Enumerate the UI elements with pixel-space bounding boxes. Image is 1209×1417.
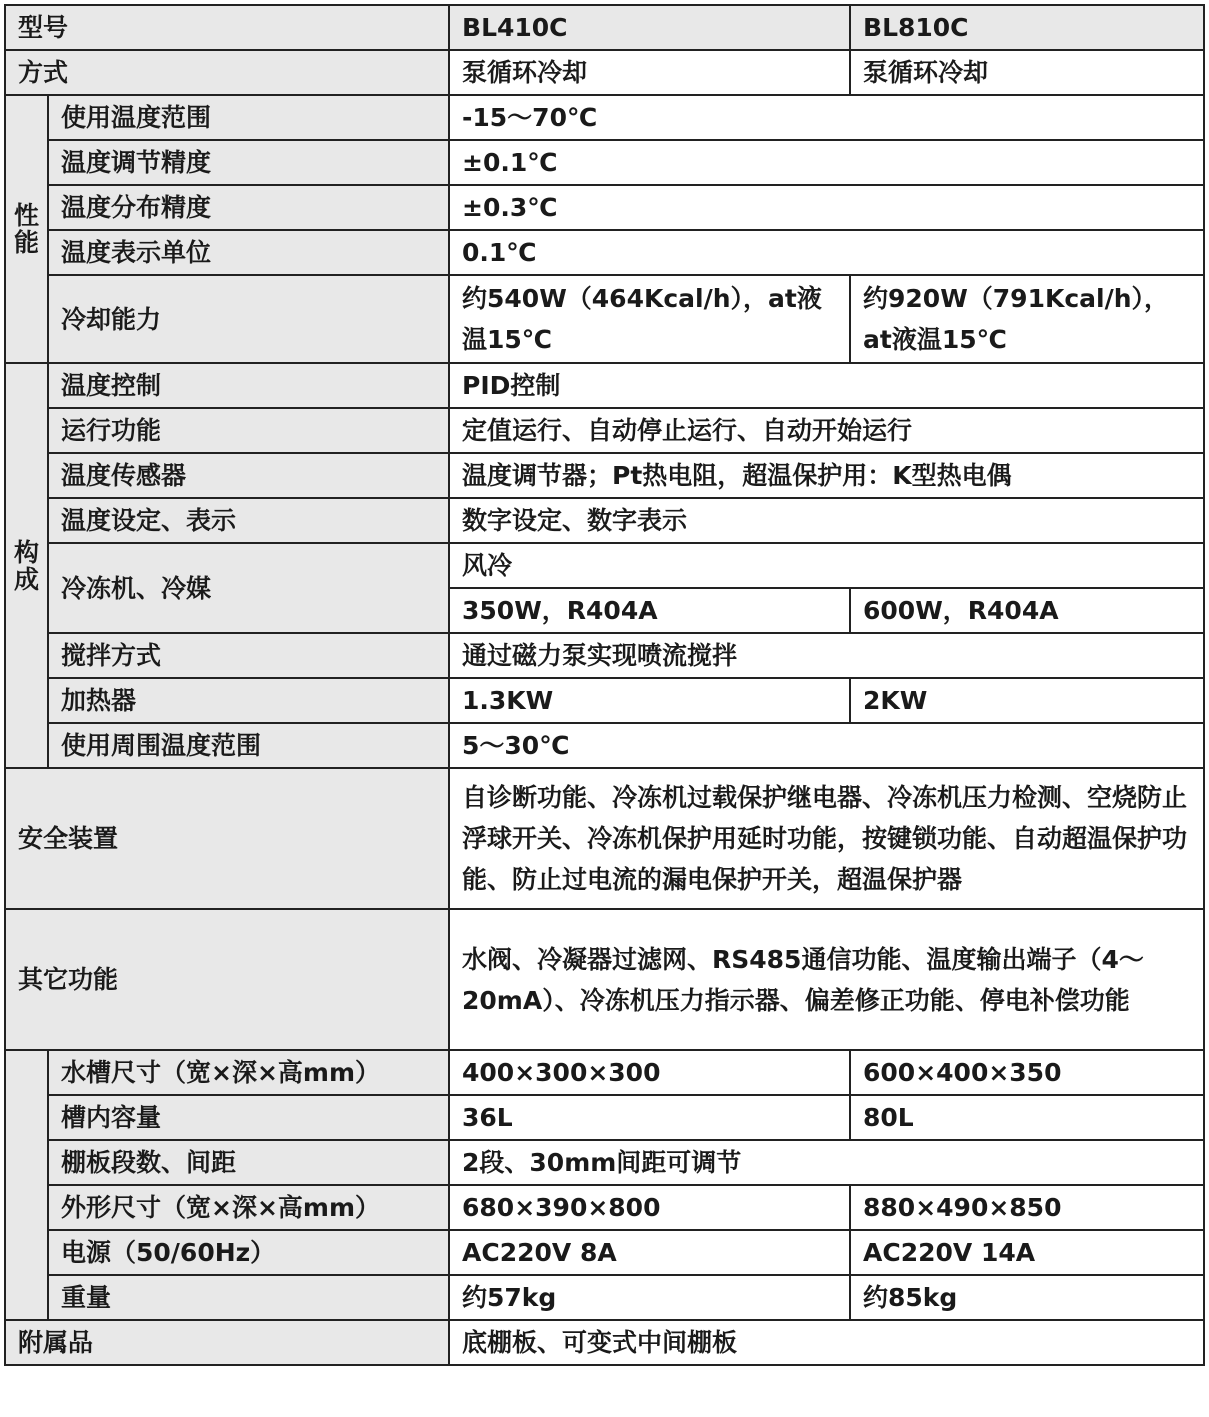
- table-row-bath-capacity: [5, 1095, 1204, 1140]
- temp-control-value: PID控制: [449, 363, 1204, 408]
- cooling-capacity-a: 约540W（464Kcal/h），at液温15℃: [449, 275, 850, 363]
- shelves-value: 2段、30mm间距可调节: [449, 1140, 1204, 1185]
- table-row-outer-size: [5, 1185, 1204, 1230]
- operation-value: 定值运行、自动停止运行、自动开始运行: [449, 408, 1204, 453]
- power-label: 电源（50/60Hz）: [48, 1230, 449, 1275]
- table-row-display-unit: [5, 230, 1204, 275]
- group-construction: [5, 363, 48, 768]
- spec-table: [4, 4, 1205, 1366]
- display-unit-value: 0.1℃: [449, 230, 1204, 275]
- table-row-operation: [5, 408, 1204, 453]
- table-row-bath-size: [5, 1050, 1204, 1095]
- heater-a: 1.3KW: [449, 678, 850, 723]
- temp-range-label: 使用温度范围: [48, 95, 449, 140]
- stirring-value: 通过磁力泵实现喷流搅拌: [449, 633, 1204, 678]
- safety-label: 安全装置: [5, 768, 449, 909]
- weight-b: 约85kg: [850, 1275, 1204, 1320]
- table-row-accessories: [5, 1320, 1204, 1365]
- bath-capacity-label: 槽内容量: [48, 1095, 449, 1140]
- refrigerator-a: 350W，R404A: [449, 588, 850, 633]
- table-row-setting-display: [5, 498, 1204, 543]
- outer-size-b: 880×490×850: [850, 1185, 1204, 1230]
- ambient-value: 5～30℃: [449, 723, 1204, 768]
- table-row-temp-control: [5, 363, 1204, 408]
- table-row-method: [5, 50, 1204, 95]
- heater-b: 2KW: [850, 678, 1204, 723]
- sensor-label: 温度传感器: [48, 453, 449, 498]
- table-row-header: [5, 5, 1204, 50]
- table-row-temp-range: [5, 95, 1204, 140]
- cooling-capacity-label: 冷却能力: [48, 275, 449, 363]
- temp-range-value: -15～70℃: [449, 95, 1204, 140]
- table-row-weight: [5, 1275, 1204, 1320]
- temp-distribution-label: 温度分布精度: [48, 185, 449, 230]
- table-row-temp-precision: [5, 140, 1204, 185]
- table-row-sensor: [5, 453, 1204, 498]
- group-performance-label: 性能: [13, 201, 39, 257]
- other-value: 水阀、冷凝器过滤网、RS485通信功能、温度输出端子（4～20mA）、冷冻机压力指示器、偏差修正功能、停电补偿功能: [449, 909, 1204, 1050]
- bath-size-label: 水槽尺寸（宽×深×高mm）: [48, 1050, 449, 1095]
- refrigerator-label: 冷冻机、冷媒: [48, 543, 449, 633]
- model-a: BL410C: [449, 5, 850, 50]
- table-row-ambient: [5, 723, 1204, 768]
- shelves-label: 棚板段数、间距: [48, 1140, 449, 1185]
- temp-precision-value: ±0.1℃: [449, 140, 1204, 185]
- table-row-cooling-capacity: [5, 275, 1204, 363]
- bath-size-a: 400×300×300: [449, 1050, 850, 1095]
- sensor-value: 温度调节器；Pt热电阻，超温保护用：K型热电偶: [449, 453, 1204, 498]
- other-label: 其它功能: [5, 909, 449, 1050]
- refrigerator-cooling-type: 风冷: [449, 543, 1204, 588]
- group-construction-label: 构成: [13, 537, 39, 594]
- power-a: AC220V 8A: [449, 1230, 850, 1275]
- outer-size-label: 外形尺寸（宽×深×高mm）: [48, 1185, 449, 1230]
- display-unit-label: 温度表示单位: [48, 230, 449, 275]
- refrigerator-b: 600W，R404A: [850, 588, 1204, 633]
- heater-label: 加热器: [48, 678, 449, 723]
- safety-value: 自诊断功能、冷冻机过载保护继电器、冷冻机压力检测、空烧防止浮球开关、冷冻机保护用延时功能，按键锁功能、自动超温保护功能、防止过电流的漏电保护开关，超温保护器: [449, 768, 1204, 909]
- method-b: 泵循环冷却: [850, 50, 1204, 95]
- weight-a: 约57kg: [449, 1275, 850, 1320]
- table-row-shelves: [5, 1140, 1204, 1185]
- outer-size-a: 680×390×800: [449, 1185, 850, 1230]
- bath-capacity-a: 36L: [449, 1095, 850, 1140]
- temp-distribution-value: ±0.3℃: [449, 185, 1204, 230]
- group-performance: [5, 95, 48, 363]
- table-row-stirring: [5, 633, 1204, 678]
- operation-label: 运行功能: [48, 408, 449, 453]
- setting-display-value: 数字设定、数字表示: [449, 498, 1204, 543]
- table-row-heater: [5, 678, 1204, 723]
- bath-size-b: 600×400×350: [850, 1050, 1204, 1095]
- method-a: 泵循环冷却: [449, 50, 850, 95]
- table-row-power: [5, 1230, 1204, 1275]
- model-label: 型号: [5, 5, 449, 50]
- table-row-other: [5, 909, 1204, 1050]
- bath-capacity-b: 80L: [850, 1095, 1204, 1140]
- temp-control-label: 温度控制: [48, 363, 449, 408]
- weight-label: 重量: [48, 1275, 449, 1320]
- setting-display-label: 温度设定、表示: [48, 498, 449, 543]
- accessories-value: 底棚板、可变式中间棚板: [449, 1320, 1204, 1365]
- accessories-label: 附属品: [5, 1320, 449, 1365]
- table-row-safety: [5, 768, 1204, 909]
- temp-precision-label: 温度调节精度: [48, 140, 449, 185]
- table-row-temp-distribution: [5, 185, 1204, 230]
- table-row-refrigerator: [5, 543, 1204, 588]
- cooling-capacity-b: 约920W（791Kcal/h），at液温15℃: [850, 275, 1204, 363]
- method-label: 方式: [5, 50, 449, 95]
- ambient-label: 使用周围温度范围: [48, 723, 449, 768]
- stirring-label: 搅拌方式: [48, 633, 449, 678]
- group-dimensions: [5, 1050, 48, 1320]
- power-b: AC220V 14A: [850, 1230, 1204, 1275]
- model-b: BL810C: [850, 5, 1204, 50]
